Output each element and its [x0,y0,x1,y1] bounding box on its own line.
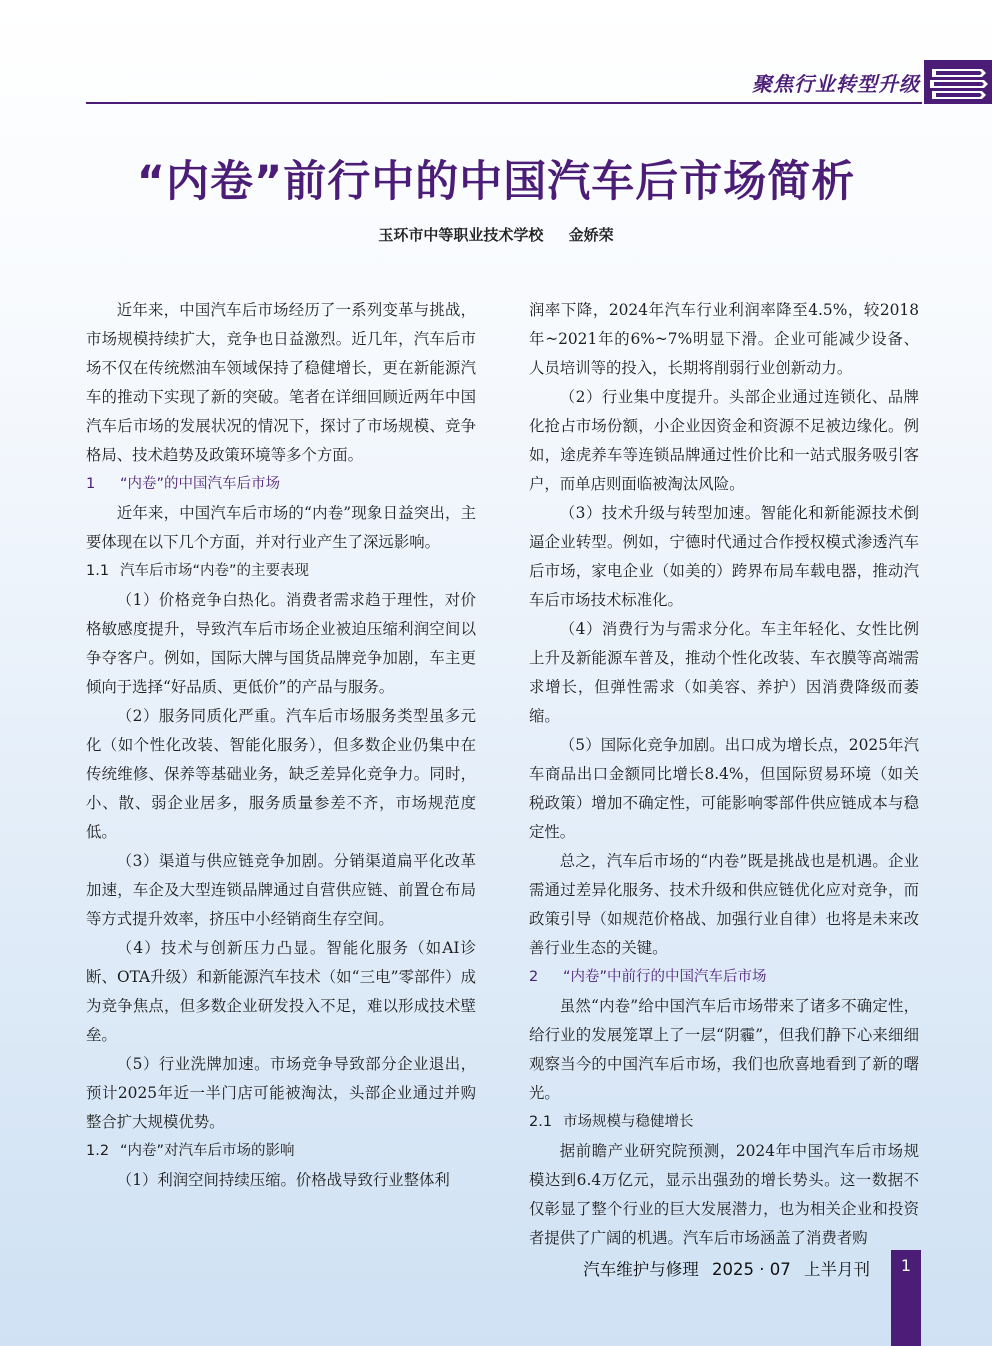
heading-text: 市场规模与稳健增长 [563,1114,694,1130]
heading-text: “内卷”中前行的中国汽车后市场 [563,969,767,985]
subsection-heading-2-1 [529,1108,919,1137]
journal-name: 汽车维护与修理 [583,1260,699,1279]
book-stack-icon [924,60,992,104]
section-label: 聚焦行业转型升级 [752,72,920,96]
issue-number: 2025 · 07 [712,1260,791,1279]
paragraph: （1）利润空间持续压缩。价格战导致行业整体利 [116,1171,450,1189]
page-number: 1 [900,1256,912,1275]
paragraph: （4）技术与创新压力凸显。智能化服务（如AI诊断、OTA升级）和新能源汽车技术（如“三电”零部件）成为竞争焦点，但多数企业研发投入不足，难以形成技术壁垒。 [86,939,476,1044]
paragraph: （4）消费行为与需求分化。车主年轻化、女性比例上升及新能源车普及，推动个性化改装、车衣膜等高端需求增长，但弹性需求（如美容、养护）因消费降级而萎缩。 [529,620,919,725]
heading-number: 2.1 [529,1114,553,1130]
paragraph: （2）服务同质化严重。汽车后市场服务类型虽多元化（如个性化改装、智能化服务），但多数企业仍集中在传统维修、保养等基础业务，缺乏差异化竞争力。同时，小、散、弱企业居多，服务质量参差不齐，市场规范度低。 [86,707,476,841]
paragraph: 近年来，中国汽车后市场的“内卷”现象日益突出，主要体现在以下几个方面，并对行业产生了深远影响。 [86,504,476,551]
journal-footer [575,1256,870,1280]
header-divider [86,102,922,104]
heading-text: “内卷”对汽车后市场的影响 [120,1143,295,1159]
paragraph: （5）行业洗牌加速。市场竞争导致部分企业退出，预计2025年近一半门店可能被淘汰，头部企业通过并购整合扩大规模优势。 [86,1055,476,1131]
right-column [529,296,919,1253]
article-title: “内卷”前行中的中国汽车后市场简析 [136,157,856,207]
paragraph: （1）价格竞争白热化。消费者需求趋于理性，对价格敏感度提升，导致汽车后市场企业被迫压缩利润空间以争夺客户。例如，国际大牌与国货品牌竞争加剧，车主更倾向于选择“好品质、更低价”的产品与服务。 [86,591,476,696]
paragraph: 总之，汽车后市场的“内卷”既是挑战也是机遇。企业需通过差异化服务、技术升级和供应链优化应对竞争，而政策引导（如规范价格战、加强行业自律）也将是未来改善行业生态的关键。 [529,852,919,957]
heading-text: 汽车后市场“内卷”的主要表现 [120,563,310,579]
paragraph: （3）渠道与供应链竞争加剧。分销渠道扁平化改革加速，车企及大型连锁品牌通过自营供应链、前置仓布局等方式提升效率，挤压中小经销商生存空间。 [86,852,476,928]
section-heading-2 [529,963,919,992]
paragraph: （3）技术升级与转型加速。智能化和新能源技术倒逼企业转型。例如，宁德时代通过合作授权模式渗透汽车后市场，家电企业（如美的）跨界布局车载电器，推动汽车后市场技术标准化。 [529,504,919,609]
page-tab [891,1250,921,1346]
heading-number: 1.1 [86,563,110,579]
left-column [86,296,476,1195]
paragraph: （5）国际化竞争加剧。出口成为增长点，2025年汽车商品出口金额同比增长8.4%，但国际贸易环境（如关税政策）增加不确定性，可能影响零部件供应链成本与稳定性。 [529,736,919,841]
paragraph: （2）行业集中度提升。头部企业通过连锁化、品牌化抢占市场份额，小企业因资金和资源不足被边缘化。例如，途虎养车等连锁品牌通过性价比和一站式服务吸引客户，而单店则面临被淘汰风险。 [529,388,919,493]
author-affiliation: 玉环市中等职业技术学校 [378,226,544,244]
heading-text: “内卷”的中国汽车后市场 [120,476,281,492]
section-heading-1 [86,470,476,499]
author-name: 金娇荣 [568,226,614,244]
paragraph: 据前瞻产业研究院预测，2024年中国汽车后市场规模达到6.4万亿元，显示出强劲的增长势头。这一数据不仅彰显了整个行业的巨大发展潜力，也为相关企业和投资者提供了广阔的机遇。汽车后市场涵盖了消费者购 [529,1142,919,1247]
subsection-heading-1-2 [86,1137,476,1166]
heading-number: 2 [529,969,539,985]
subsection-heading-1-1 [86,557,476,586]
heading-number: 1 [86,476,96,492]
paragraph-continued: 润率下降，2024年汽车行业利润率降至4.5%，较2018年~2021年的6%~7%明显下滑。企业可能减少设备、人员培训等的投入，长期将削弱行业创新动力。 [529,301,919,377]
edition-label: 上半月刊 [804,1260,870,1279]
paragraph: 近年来，中国汽车后市场经历了一系列变革与挑战，市场规模持续扩大，竞争也日益激烈。近几年，汽车后市场不仅在传统燃油车领域保持了稳健增长，更在新能源汽车的推动下实现了新的突破。笔者在详细回顾近两年中国汽车后市场的发展状况的情况下，探讨了市场规模、竞争格局、技术趋势及政策环境等多个方面。 [86,301,476,464]
paragraph: 虽然“内卷”给中国汽车后市场带来了诸多不确定性，给行业的发展笼罩上了一层“阴霾”，但我们静下心来细细观察当今的中国汽车后市场，我们也欣喜地看到了新的曙光。 [529,997,919,1102]
heading-number: 1.2 [86,1143,110,1159]
byline [0,224,992,245]
